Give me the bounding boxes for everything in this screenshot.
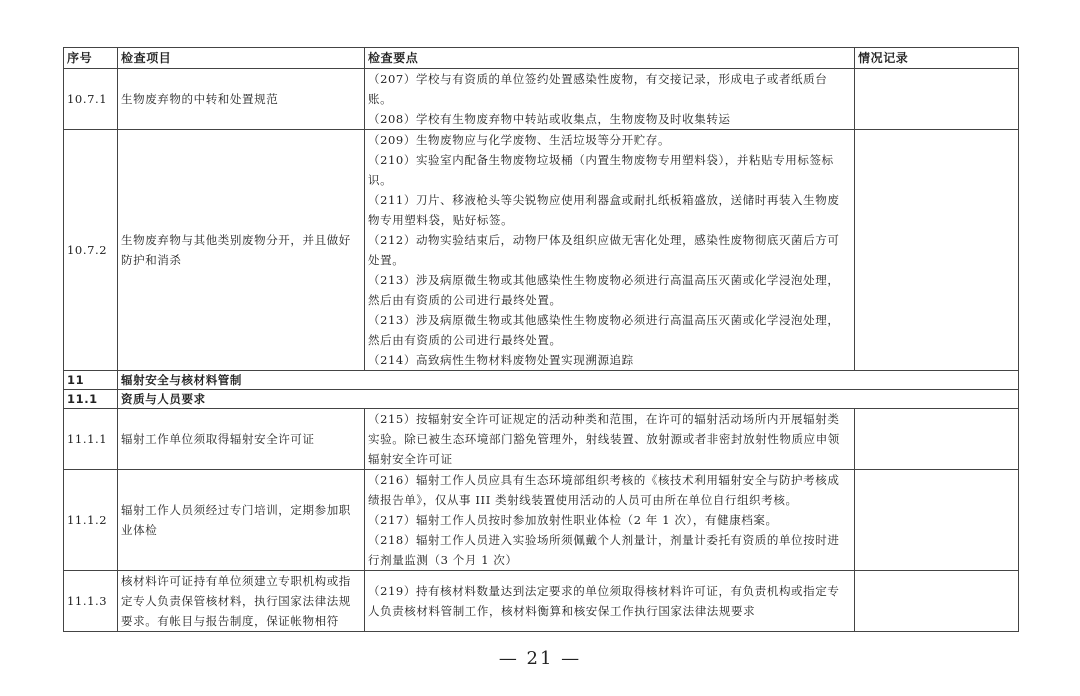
section-no: 11 xyxy=(64,371,118,390)
row-points xyxy=(365,571,855,632)
row-item: 辐射工作人员须经过专门培训，定期参加职业体检 xyxy=(118,470,365,571)
row-no: 10.7.1 xyxy=(64,69,118,130)
check-point: （216）辐射工作人员应具有生态环境部组织考核的《核技术利用辐射安全与防护考核成绩报告单》，仅从事 III 类射线装置使用活动的人员可由所在单位自行组织考核。 xyxy=(368,473,840,507)
row-record xyxy=(855,130,1019,371)
check-point: （207）学校与有资质的单位签约处置感染性废物，有交接记录，形成电子或者纸质台账。 xyxy=(368,72,828,106)
row-no: 11.1.3 xyxy=(64,571,118,632)
row-no: 11.1.1 xyxy=(64,409,118,470)
row-record xyxy=(855,409,1019,470)
header-points: 检查要点 xyxy=(365,48,855,69)
row-no: 10.7.2 xyxy=(64,130,118,371)
table-header-row xyxy=(64,48,1019,69)
check-point: （214）高致病性生物材料废物处置实现溯源追踪 xyxy=(368,353,634,367)
row-points xyxy=(365,409,855,470)
section-row xyxy=(64,390,1019,409)
check-point: （209）生物废物应与化学废物、生活垃圾等分开贮存。 xyxy=(368,133,671,147)
check-point: （215）按辐射安全许可证规定的活动种类和范围，在许可的辐射活动场所内开展辐射类实验。除已被生态环境部门豁免管理外，射线装置、放射源或者非密封放射性物质应申领辐射安全许可证 xyxy=(368,412,840,466)
row-points xyxy=(365,130,855,371)
row-item: 核材料许可证持有单位须建立专职机构或指定专人负责保管核材料，执行国家法律法规要求。有帐目与报告制度，保证帐物相符 xyxy=(118,571,365,632)
row-item: 生物废弃物与其他类别废物分开，并且做好防护和消杀 xyxy=(118,130,365,371)
table-row xyxy=(64,409,1019,470)
check-point: （218）辐射工作人员进入实验场所须佩戴个人剂量计，剂量计委托有资质的单位按时进行剂量监测（3 个月 1 次） xyxy=(368,533,840,567)
row-item: 辐射工作单位须取得辐射安全许可证 xyxy=(118,409,365,470)
check-point: （208）学校有生物废弃物中转站或收集点，生物废物及时收集转运 xyxy=(368,112,731,126)
row-record xyxy=(855,470,1019,571)
check-point: （217）辐射工作人员按时参加放射性职业体检（2 年 1 次），有健康档案。 xyxy=(368,513,778,527)
table-row xyxy=(64,571,1019,632)
row-no: 11.1.2 xyxy=(64,470,118,571)
section-title: 资质与人员要求 xyxy=(118,390,1019,409)
header-record: 情况记录 xyxy=(855,48,1019,69)
row-record xyxy=(855,69,1019,130)
row-points xyxy=(365,69,855,130)
header-item: 检查项目 xyxy=(118,48,365,69)
row-points xyxy=(365,470,855,571)
check-point: （219）持有核材料数量达到法定要求的单位须取得核材料许可证，有负责机构或指定专人负责核材料管制工作，核材料衡算和核安保工作执行国家法律法规要求 xyxy=(368,584,840,618)
check-point: （213）涉及病原微生物或其他感染性生物废物必须进行高温高压灭菌或化学浸泡处理，然后由有资质的公司进行最终处置。 xyxy=(368,313,840,347)
table-row xyxy=(64,130,1019,371)
table-row xyxy=(64,69,1019,130)
page-number: — 21 — xyxy=(498,648,582,669)
row-record xyxy=(855,571,1019,632)
inspection-table xyxy=(63,47,1019,632)
check-point: （213）涉及病原微生物或其他感染性生物废物必须进行高温高压灭菌或化学浸泡处理，然后由有资质的公司进行最终处置。 xyxy=(368,273,840,307)
check-point: （210）实验室内配备生物废物垃圾桶（内置生物废物专用塑料袋），并粘贴专用标签标识。 xyxy=(368,153,834,187)
row-item: 生物废弃物的中转和处置规范 xyxy=(118,69,365,130)
section-no: 11.1 xyxy=(64,390,118,409)
section-title: 辐射安全与核材料管制 xyxy=(118,371,1019,390)
check-point: （211）刀片、移液枪头等尖锐物应使用利器盒或耐扎纸板箱盛放，送储时再装入生物废物专用塑料袋，贴好标签。 xyxy=(368,193,840,227)
check-point: （212）动物实验结束后，动物尸体及组织应做无害化处理，感染性废物彻底灭菌后方可处置。 xyxy=(368,233,840,267)
table-row xyxy=(64,470,1019,571)
header-no: 序号 xyxy=(64,48,118,69)
section-row xyxy=(64,371,1019,390)
